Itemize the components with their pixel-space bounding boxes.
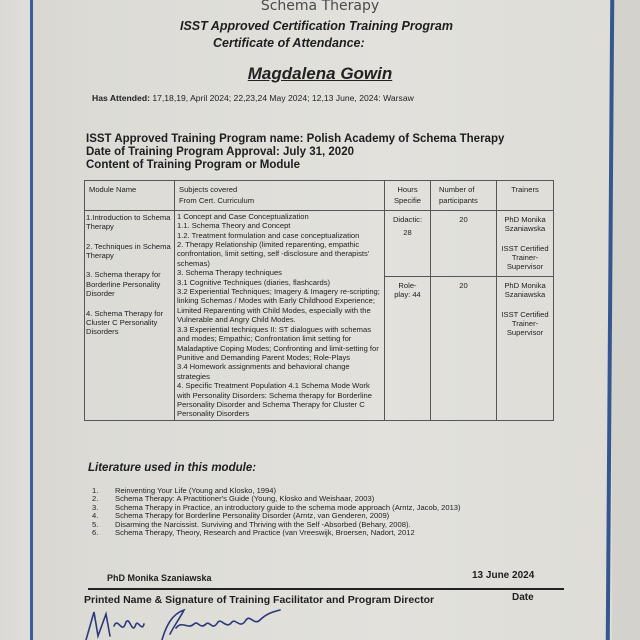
header-subjects: Subjects covered From Cert. Curriculum [175, 181, 385, 211]
attendance-line [92, 93, 414, 103]
attendance-dates: 17,18,19, April 2024; 22,23,24 May 2024; 12,13 June, 2024: Warsaw [149, 93, 414, 103]
signature-date: 13 June 2024 [472, 570, 535, 581]
literature-item: 6. Schema Therapy, Theory, Research and Practice (van Vreeswijk, Broersen, Nadort, 2012 [92, 528, 415, 538]
module-item: 4. Schema Therapy for Cluster C Personality Disorders [86, 308, 164, 337]
subject-item: 3. Schema Therapy techniques [177, 268, 282, 278]
training-content-table [84, 180, 554, 421]
module-item: 1.Introduction to Schema Therapy [86, 212, 171, 232]
trainer-roleplay: PhD Monika Szaniawska ISST Certified Trainer- Supervisor [497, 276, 554, 420]
literature-item: 2. Schema Therapy: A Practitioner's Guide (Young, Klosko and Weishaar, 2003) [92, 494, 375, 504]
subject-item: 3.1 Cognitive Techniques (diaries, flashcards) [177, 277, 331, 287]
organization-name: Schema Therapy [260, 0, 380, 14]
module-item: 2. Techniques in Schema Therapy [86, 241, 171, 261]
table-row [85, 210, 554, 276]
literature-item: 4. Schema Therapy for Borderline Personality Disorder (Arntz, van Genderen, 2009) [92, 511, 390, 521]
header-participants: Number of participants [431, 181, 497, 211]
header-module-name: Module Name [85, 181, 175, 211]
literature-item: 3. Schema Therapy in Practice, an introductory guide to the schema mode approach (Arntz, Jacob, 2013) [92, 502, 461, 512]
attendance-label: Has Attended: [92, 93, 150, 103]
program-info [86, 133, 504, 172]
module-item: 3. Schema therapy for Borderline Personality Disorder [86, 270, 161, 299]
participants-didactic: 20 [431, 210, 497, 276]
subject-item: 2. Therapy Relationship (limited reparenting, empathic confrontation, limit setting, self -disclosure and therapists' schemas) [177, 240, 370, 268]
subject-item: 1.2. Treatment formulation and case conceptualization [177, 230, 360, 240]
subject-item: 3.2 Experiential Techniques; Imagery & Imagery re-scripting; linking Schemas / Modes with Early Childhood Experience; Limited Reparenting with Child Modes, especially with the Vulnerable and Angry Child Modes. [177, 287, 380, 325]
participants-roleplay: 20 [431, 276, 497, 420]
subject-item: 3.4 Homework assignments and behavioral change strategies [177, 362, 350, 381]
program-approval-date: Date of Training Program Approval: July 31, 2020 [86, 146, 354, 158]
subjects-cell [175, 210, 385, 420]
hours-didactic: Didactic: 28 [385, 210, 431, 276]
printed-name: PhD Monika Szaniawska [107, 573, 212, 583]
certificate-title: ISST Approved Certification Training Program [180, 19, 453, 33]
header-hours: Hours Specifie [385, 181, 431, 211]
frame-border-left [30, 0, 33, 640]
date-label: Date [512, 592, 534, 603]
subject-item: 3.3 Experiential techniques II: ST dialogues with schemas and modes; Empathic; Confrontation limit setting for Maladaptive Coping Modes; Confronting and limit-setting for Punitive and Demanding Parent Modes; Role-Plays [177, 324, 379, 362]
background-left [0, 0, 30, 640]
subject-item: 4. Specific Treatment Population 4.1 Schema Mode Work with Personality Disorders: Schema therapy for Borderline Personality Disorder and Schema Therapy for Cluster C Personality Disorders [177, 381, 372, 419]
program-content-heading: Content of Training Program or Module [86, 159, 301, 171]
literature-list [92, 487, 461, 537]
literature-item: 1. Reinventing Your Life (Young and Klosko, 1994) [92, 486, 276, 495]
header-trainers: Trainers [497, 181, 554, 211]
table-header-row [85, 181, 554, 211]
trainer-didactic: PhD Monika Szaniawska ISST Certified Trainer- Supervisor [497, 210, 554, 276]
literature-heading: Literature used in this module: [88, 462, 257, 474]
subject-item: 1 Concept and Case Conceptualization [177, 211, 309, 221]
certificate-subtitle: Certificate of Attendance: [213, 36, 365, 50]
literature-item: 5. Disarming the Narcissist. Surviving and Thriving with the Self -Absorbed (Behary, 2008). [92, 519, 411, 529]
handwritten-signature-icon [84, 606, 304, 640]
signature-line [88, 588, 564, 590]
modules-cell [85, 210, 175, 420]
recipient-name: Magdalena Gowin [247, 64, 393, 83]
background-right [612, 0, 640, 640]
signature-label: Printed Name & Signature of Training Facilitator and Program Director [84, 594, 435, 606]
subject-item: 1.1. Schema Theory and Concept [177, 221, 291, 231]
program-name: ISST Approved Training Program name: Polish Academy of Schema Therapy [86, 133, 505, 145]
hours-roleplay: Role- play: 44 [385, 276, 431, 420]
